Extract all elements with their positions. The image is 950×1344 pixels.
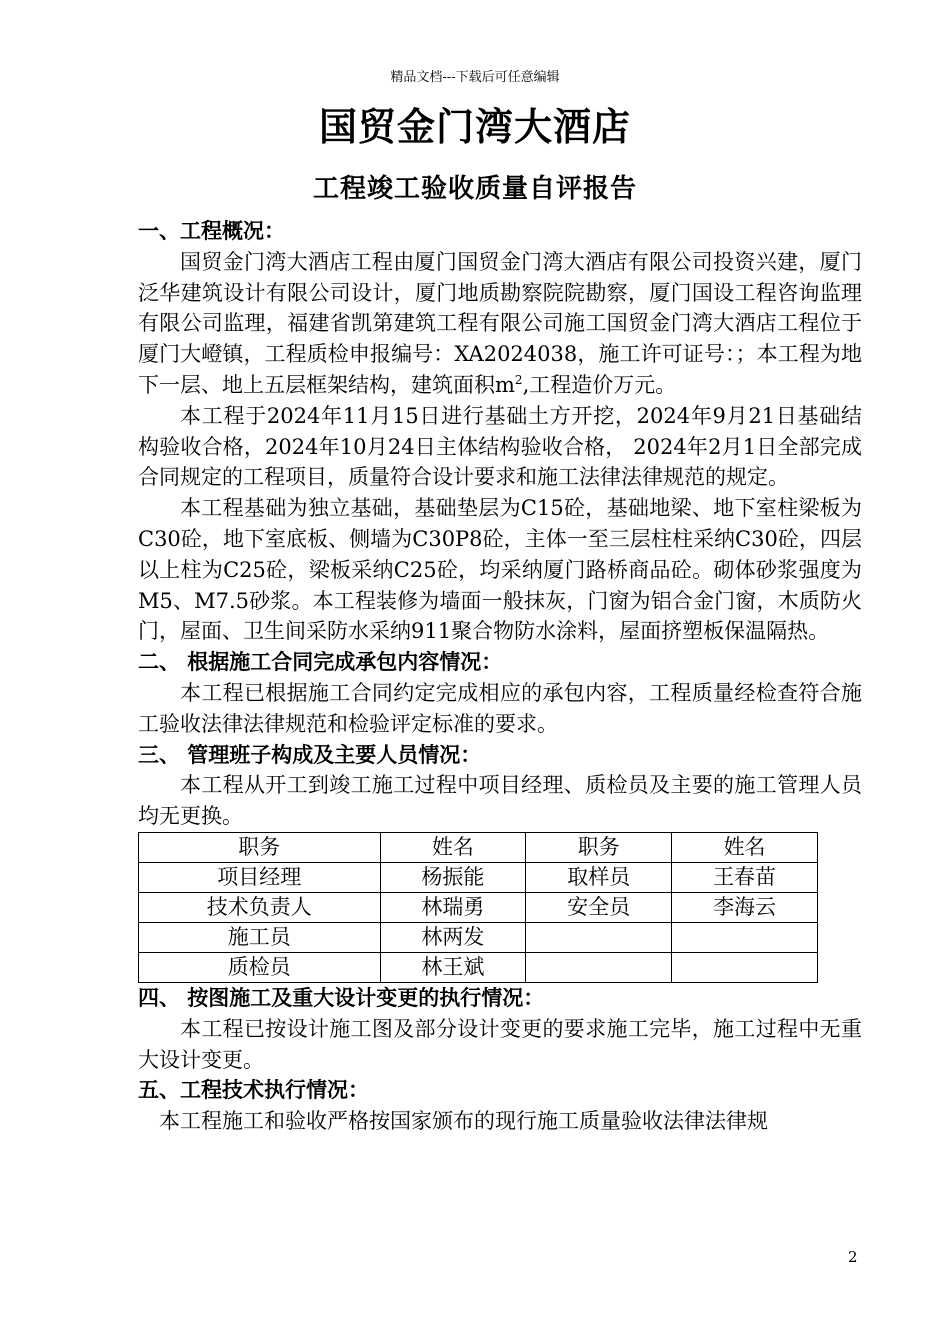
table-row — [139, 892, 818, 922]
table-row — [139, 952, 818, 982]
page-header: 精品文档---下载后可任意编辑 — [390, 70, 560, 85]
table-header-cell: 职务 — [139, 832, 381, 862]
table-cell: 质检员 — [139, 952, 381, 982]
table-cell: 杨振能 — [380, 862, 526, 892]
section-heading: 一、工程概况： — [138, 218, 285, 243]
document-body — [138, 216, 862, 1137]
paragraph: 本工程基础为独立基础，基础垫层为C15砼，基础地梁、地下室柱梁板为C30砼，地下室底板、侧墙为C30P8砼，主体一至三层柱柱采纳C30砼，四层以上柱为C25砼，梁板采纳C25砼，均采纳厦门路桥商品砼。砌体砂浆强度为M5、M7.5砂浆。本工程装修为墙面一般抹灰，门窗为铝合金门窗，木质防火门，屋面、卫生间采防水采纳911聚合物防水涂料，屋面挤塑板保温隔热。 — [138, 496, 862, 644]
table-cell: 技术负责人 — [139, 892, 381, 922]
table-cell: 林王斌 — [380, 952, 526, 982]
table-cell: 安全员 — [526, 892, 672, 922]
paragraph: 本工程于2024年11月15日进行基础土方开挖，2024年9月21日基础结构验收合格，2024年10月24日主体结构验收合格， 2024年2月1日全部完成合同规定的工程项目，质量符合设计要求和施工法律法律规范的规定。 — [138, 403, 862, 490]
paragraph: 国贸金门湾大酒店工程由厦门国贸金门湾大酒店有限公司投资兴建，厦门泛华建筑设计有限公司设计，厦门地质勘察院院勘察，厦门国设工程咨询监理有限公司监理，福建省凯第建筑工程有限公司施工国贸金门湾大酒店工程位于厦门大嶝镇，工程质检申报编号：XA2024038，施工许可证号：；本工程为地下一层、地上五层框架结构，建筑面积$m^2$,工程造价万元。 — [138, 249, 862, 397]
table-cell — [526, 922, 672, 952]
table-row — [139, 862, 818, 892]
table-cell: 林两发 — [380, 922, 526, 952]
paragraph: 本工程已根据施工合同约定完成相应的承包内容，工程质量经检查符合施工验收法律法律规范和检验评定标准的要求。 — [138, 680, 862, 736]
table-cell: 施工员 — [139, 922, 381, 952]
page-number: 2 — [848, 1248, 858, 1266]
table-cell: 取样员 — [526, 862, 672, 892]
table-header-cell: 姓名 — [380, 832, 526, 862]
table-cell: 项目经理 — [139, 862, 381, 892]
table-header-row — [139, 832, 818, 862]
table-row — [139, 922, 818, 952]
section-heading: 四、 按图施工及重大设计变更的执行情况： — [138, 984, 545, 1010]
document-subtitle: 工程竣工验收质量自评报告 — [312, 174, 637, 204]
table-cell: 李海云 — [672, 892, 818, 922]
staff-table — [138, 832, 818, 983]
table-cell — [526, 952, 672, 982]
table-header-cell: 姓名 — [672, 832, 818, 862]
paragraph: 本工程从开工到竣工施工过程中项目经理、质检员及主要的施工管理人员均无更换。 — [138, 773, 862, 829]
table-cell: 王春苗 — [672, 862, 818, 892]
document-title: 国贸金门湾大酒店 — [318, 104, 631, 149]
table-cell: 林瑞勇 — [380, 892, 526, 922]
paragraph: 本工程已按设计施工图及部分设计变更的要求施工完毕，施工过程中无重大设计变更。 — [138, 1016, 862, 1072]
section-heading: 二、 根据施工合同完成承包内容情况： — [138, 649, 503, 675]
table-cell — [672, 922, 818, 952]
table-cell — [672, 952, 818, 982]
section-heading: 五、工程技术执行情况： — [138, 1077, 369, 1103]
paragraph: 本工程施工和验收严格按国家颁布的现行施工质量验收法律法律规 — [159, 1109, 768, 1134]
table-header-cell: 职务 — [526, 832, 672, 862]
section-heading: 三、 管理班子构成及主要人员情况： — [138, 741, 482, 767]
